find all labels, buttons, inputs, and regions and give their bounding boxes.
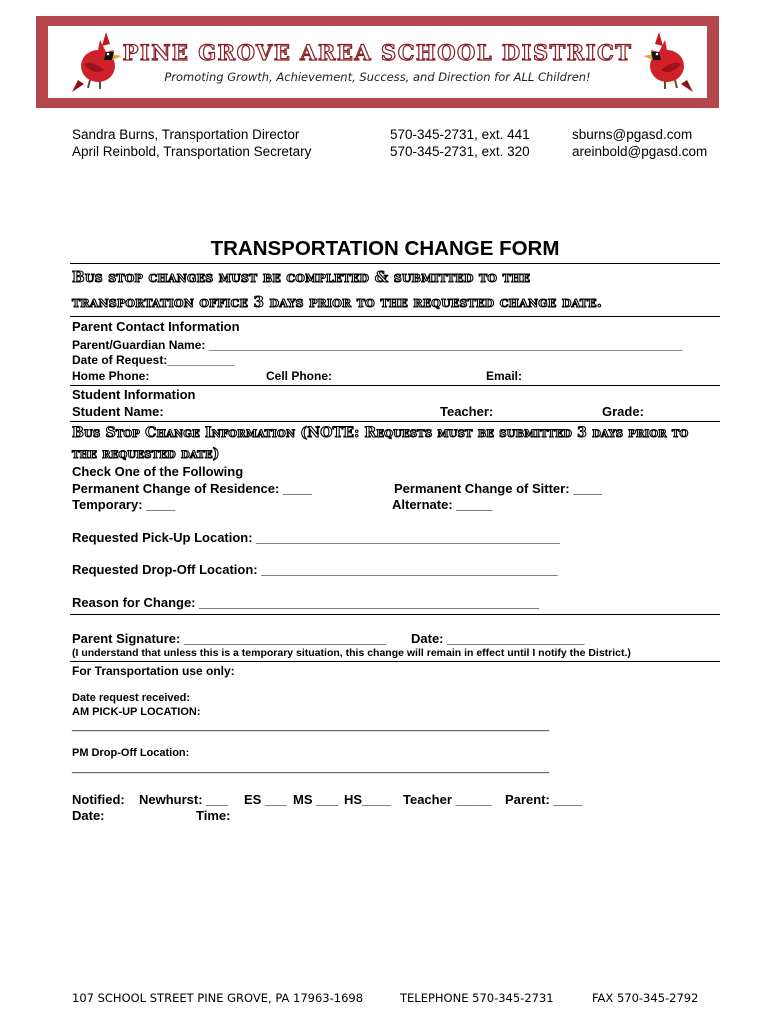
pm-dropoff-label: PM Drop-Off Location: [72,747,190,759]
contact-email[interactable]: areinbold@pgasd.com [572,144,708,159]
check-one-label: Check One of the Following [72,464,244,479]
footer-fax: FAX 570-345-2792 [592,991,699,1005]
deadline-notice-line: transportation office 3 days prior to the requested change date. [72,293,603,311]
parent-signature-field[interactable]: Parent Signature: ____________________________ [72,631,387,646]
teacher-field[interactable]: Teacher: [440,404,494,419]
notified-parent-field[interactable]: Parent: ____ [505,792,583,807]
divider [70,661,720,662]
email-field[interactable]: Email: [486,369,523,383]
district-title: PINE GROVE AREA SCHOOL DISTRICT [122,40,633,65]
letterhead [48,26,707,98]
notified-newhurst-field[interactable]: Newhurst: ___ [139,792,228,807]
notified-time-field[interactable]: Time: [196,808,231,823]
am-pickup-label: AM PICK-UP LOCATION: [72,706,201,718]
guardian-name-field[interactable]: Parent/Guardian Name: _______________________________________________________________________ [72,338,683,352]
contact-name: Sandra Burns, Transportation Director [72,127,300,142]
cell-phone-field[interactable]: Cell Phone: [266,369,333,383]
form-title: TRANSPORTATION CHANGE FORM [210,237,560,260]
notified-teacher-field[interactable]: Teacher _____ [403,792,492,807]
temporary-field[interactable]: Temporary: ____ [72,497,176,512]
divider [70,421,720,422]
notified-date-field[interactable]: Date: [72,808,105,823]
am-pickup-line[interactable]: ______________________________________________________________________________ [72,720,550,732]
student-section-heading: Student Information [72,387,196,402]
district-motto: Promoting Growth, Achievement, Success, and Direction for ALL Children! [164,70,591,84]
home-phone-field[interactable]: Home Phone: [72,369,150,383]
footer-telephone: TELEPHONE 570-345-2731 [400,991,554,1005]
notified-ms-field[interactable]: MS ___ [293,792,338,807]
contact-email[interactable]: sburns@pgasd.com [572,127,693,142]
reason-field[interactable]: Reason for Change: _______________________________________________ [72,595,539,610]
disclaimer-text: (I understand that unless this is a temporary situation, this change will remain in effect until I notify the District.) [72,647,631,659]
dropoff-location-field[interactable]: Requested Drop-Off Location: _________________________________________ [72,562,558,577]
alternate-field[interactable]: Alternate: _____ [392,497,493,512]
contact-phone: 570-345-2731, ext. 320 [390,144,530,159]
permanent-residence-field[interactable]: Permanent Change of Residence: ____ [72,481,312,496]
date-received-field[interactable]: Date request received: [72,692,190,704]
change-section-heading: Bus Stop Change Information (NOTE: Requests must be submitted 3 days prior to [72,425,689,441]
parent-section-heading: Parent Contact Information [72,319,240,334]
divider [70,385,720,386]
divider [70,316,720,317]
student-name-field[interactable]: Student Name: [72,404,164,419]
notified-hs-field[interactable]: HS____ [344,792,391,807]
change-section-heading: the requested date) [72,446,220,462]
pm-dropoff-line[interactable]: ______________________________________________________________________________ [72,762,550,774]
signature-date-field[interactable]: Date: ___________________ [411,631,585,646]
divider [70,614,720,615]
date-of-request-field[interactable]: Date of Request:__________ [72,353,235,367]
notified-label: Notified: [72,792,125,807]
notified-es-field[interactable]: ES ___ [244,792,287,807]
contact-phone: 570-345-2731, ext. 441 [390,127,530,142]
divider [70,263,720,264]
pickup-location-field[interactable]: Requested Pick-Up Location: __________________________________________ [72,530,560,545]
footer-address: 107 SCHOOL STREET PINE GROVE, PA 17963-1698 [72,991,364,1005]
contact-name: April Reinbold, Transportation Secretary [72,144,312,159]
grade-field[interactable]: Grade: [602,404,644,419]
office-use-heading: For Transportation use only: [72,664,235,678]
permanent-sitter-field[interactable]: Permanent Change of Sitter: ____ [394,481,603,496]
deadline-notice-line: Bus stop changes must be completed & submitted to the [72,268,531,286]
